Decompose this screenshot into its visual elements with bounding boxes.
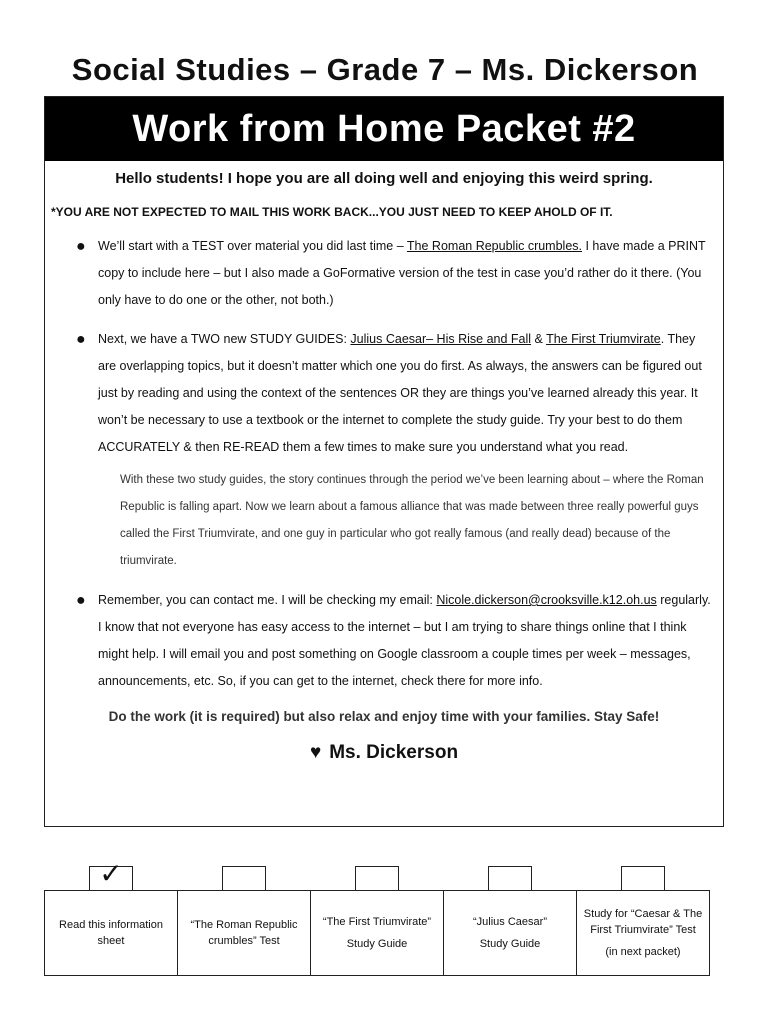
checkbox-test[interactable]	[222, 866, 266, 890]
heart-icon: ♥	[309, 742, 322, 763]
task-cell: Study for “Caesar & The First Triumvirate” Test (in next packet)	[583, 908, 703, 958]
instructions-list	[45, 233, 723, 461]
task-cell: “Julius Caesar” Study Guide	[444, 891, 577, 975]
checkbox-row	[44, 858, 710, 890]
task-cell: Read this information sheet	[45, 891, 178, 975]
checkmark-icon: ✓	[99, 858, 123, 889]
task-table	[44, 890, 710, 976]
task-cell: “The First Triumvirate” Study Guide	[311, 891, 444, 975]
email-link[interactable]: Nicole.dickerson@crooksville.k12.oh.us	[436, 593, 657, 607]
page-title: Social Studies – Grade 7 – Ms. Dickerson	[71, 52, 699, 87]
checkbox-triumvirate-guide[interactable]	[355, 866, 399, 890]
study-guide-note: With these two study guides, the story continues through the period we’ve been learning about – where the Roman Republic is falling apart. Now we learn about a famous alliance that was made between three really powerful guys called the First Triumvirate, and one guy in particular who got really famous (and really dead) because of the triumvirate.	[120, 474, 704, 567]
list-item: ● Next, we have a TWO new STUDY GUIDES: Julius Caesar– His Rise and Fall & The First Triumvirate. They are overlapping topics, but it doesn’t matter which one you do first. As always, the answers can be figured out just by reading and using the context of the sentences OR they are things you’ve learned already this year. It won’t be necessary to use a textbook or the internet to complete the study guide. Try your best to do them ACCURATELY & then RE-READ them a few times to make sure you understand what you read.	[98, 326, 723, 461]
checkbox-read-info[interactable]	[89, 858, 133, 890]
list-item: ● Remember, you can contact me. I will be checking my email: Nicole.dickerson@crooksville.k12.oh.us regularly. I know that not everyone has easy access to the internet – but I am trying to share things online that I think might help. I will email you and post something on Google classroom a couple times per week – messages, announcements, etc. So, if you can get to the internet, check there for more info.	[98, 587, 723, 695]
greeting: Hello students! I hope you are all doing well and enjoying this weird spring.	[115, 170, 653, 187]
bullet-icon: ●	[76, 592, 86, 609]
packet-box	[44, 96, 724, 827]
closing-message: Do the work (it is required) but also relax and enjoy time with your families. Stay Safe!	[108, 709, 660, 724]
checkbox-caesar-guide[interactable]	[488, 866, 532, 890]
mail-note: *YOU ARE NOT EXPECTED TO MAIL THIS WORK BACK...YOU JUST NEED TO KEEP AHOLD OF IT.	[51, 205, 613, 219]
task-cell: “The Roman Republic crumbles” Test	[178, 891, 311, 975]
bullet-icon: ●	[76, 238, 86, 255]
contact-list	[45, 587, 723, 695]
study-guide-caesar: Julius Caesar– His Rise and Fall	[350, 332, 532, 346]
study-guide-triumvirate: The First Triumvirate	[546, 332, 661, 346]
packet-banner: Work from Home Packet #2	[45, 97, 723, 161]
test-title: The Roman Republic crumbles.	[406, 239, 582, 253]
checkbox-study-test[interactable]	[621, 866, 665, 890]
signature: ♥ Ms. Dickerson	[309, 742, 459, 763]
bullet-icon: ●	[76, 331, 86, 348]
list-item: ● We’ll start with a TEST over material you did last time – The Roman Republic crumbles. I have made a PRINT copy to include here – but I also made a GoFormative version of the test in case you’d rather do it there. (You only have to do one or the other, not both.)	[98, 233, 723, 314]
